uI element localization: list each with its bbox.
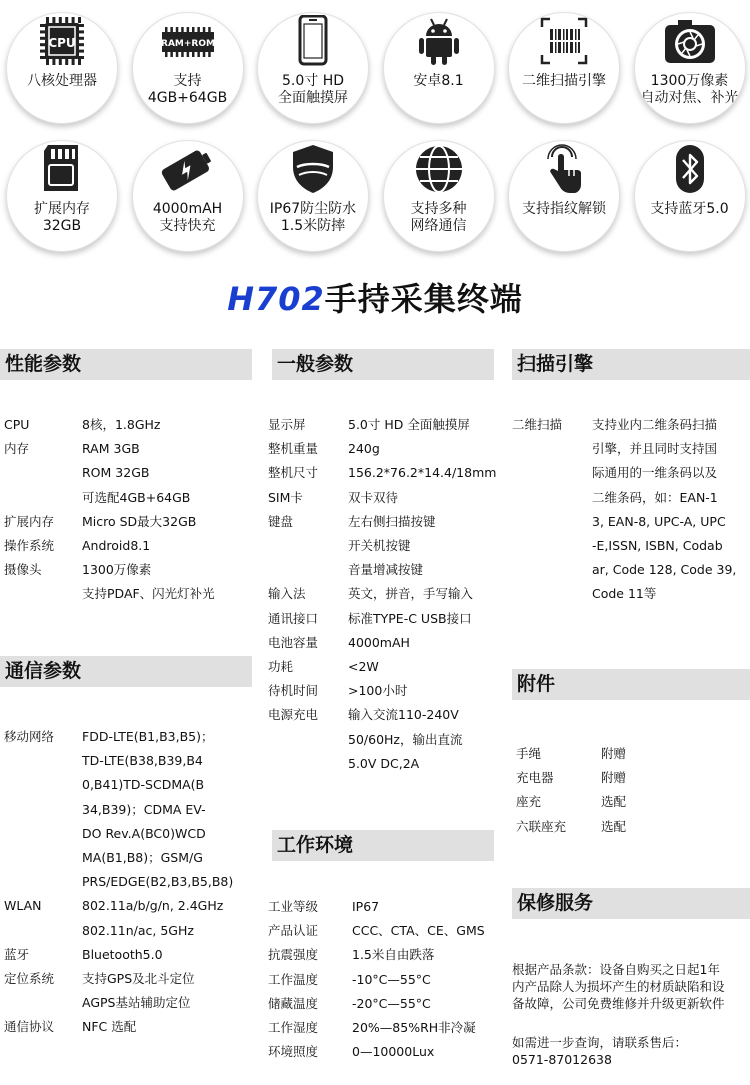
feature-label <box>405 201 473 235</box>
environment-spec-list <box>268 895 500 1064</box>
spec-key: 整机重量 <box>268 441 319 457</box>
spec-value: 802.11n/ac, 5GHz <box>82 922 194 938</box>
feature-label-line: 4GB+64GB <box>147 90 228 106</box>
spec-key <box>268 558 348 582</box>
feature-label <box>147 201 228 235</box>
spec-key <box>4 486 82 510</box>
spec-value: NFC 选配 <box>82 1019 137 1035</box>
spec-row <box>4 846 252 870</box>
spec-key: CPU <box>4 417 30 432</box>
feature-label <box>635 73 745 107</box>
model-name: H702 <box>227 280 325 318</box>
spec-value: 50/60Hz，输出直流 <box>348 731 463 747</box>
feature-barcode-scan <box>508 12 620 124</box>
spec-key: 整机尺寸 <box>268 465 319 481</box>
spec-row <box>4 822 252 846</box>
spec-value: 左右侧扫描按键 <box>348 513 436 529</box>
touchscreen-phone-icon <box>258 13 368 69</box>
feature-ram-rom-chip <box>132 12 244 124</box>
text-line: Code 11等 <box>592 586 657 602</box>
spec-key: 显示屏 <box>268 417 306 432</box>
spec-value: 20%—85%RH非冷凝 <box>352 1020 476 1036</box>
spec-value: CCC、CTA、CE、GMS <box>352 923 485 939</box>
spec-value: 支持PDAF、闪光灯补光 <box>82 586 215 602</box>
feature-label <box>516 73 612 90</box>
spec-row <box>4 798 252 822</box>
sd-card-icon <box>7 141 117 197</box>
feature-label-line: 网络通信 <box>410 218 467 234</box>
spec-value: 音量增减按键 <box>348 562 424 578</box>
spec-key: 移动网络 <box>4 729 55 744</box>
spec-value: >100小时 <box>348 683 408 699</box>
spec-key: 座充 <box>516 794 542 810</box>
feature-globe-network <box>383 140 495 252</box>
text-line: -E,ISSN, ISBN, Codab <box>592 538 723 554</box>
spec-value: 34,B39)；CDMA EV- <box>82 801 206 817</box>
shield-icon <box>258 141 368 197</box>
spec-row <box>4 894 252 918</box>
spec-row <box>268 679 500 703</box>
spec-key: 内存 <box>4 441 30 457</box>
section-header-general: 一般参数 <box>272 349 494 380</box>
spec-key: 键盘 <box>268 513 294 529</box>
feature-label <box>264 201 362 235</box>
spec-row <box>268 607 500 631</box>
globe-network-icon <box>384 141 494 197</box>
feature-label <box>142 73 233 107</box>
text-line: 根据产品条款：设备自购买之日起1年 <box>512 962 720 977</box>
spec-key: 抗震强度 <box>268 947 319 963</box>
spec-key: 操作系统 <box>4 538 55 554</box>
spec-row <box>268 1016 500 1040</box>
spec-row <box>268 919 500 943</box>
spec-key: 充电器 <box>516 770 554 786</box>
battery-charge-icon <box>133 141 243 197</box>
performance-spec-list <box>4 413 249 607</box>
spec-key <box>4 870 82 894</box>
spec-value: DO Rev.A(BC0)WCD <box>82 825 206 841</box>
spec-value: 可选配4GB+64GB <box>82 489 191 505</box>
spec-key: 电池容量 <box>268 634 319 650</box>
spec-value: 8核，1.8GHz <box>82 417 161 432</box>
spec-row <box>4 1015 252 1039</box>
spec-row <box>268 968 500 992</box>
feature-label-line: 32GB <box>42 218 82 234</box>
spec-key <box>4 991 82 1015</box>
feature-label-line: 5.0寸 HD <box>281 73 345 89</box>
camera-icon <box>635 13 745 69</box>
spec-key <box>4 749 82 773</box>
spec-key: 定位系统 <box>4 971 55 987</box>
spec-value: 802.11a/b/g/n, 2.4GHz <box>82 898 224 914</box>
feature-label <box>21 73 103 90</box>
spec-row <box>268 486 500 510</box>
feature-cpu-chip <box>6 12 118 124</box>
ram-rom-chip-icon <box>133 13 243 69</box>
feature-label <box>644 201 734 218</box>
feature-label-line: 1.5米防摔 <box>280 218 346 234</box>
spec-key <box>4 919 82 943</box>
spec-row <box>268 703 500 727</box>
spec-value: 选配 <box>601 818 627 834</box>
section-header-warranty: 保修服务 <box>512 888 750 919</box>
warranty-contact <box>512 1034 750 1068</box>
feature-label-line: 支持快充 <box>159 218 216 234</box>
spec-key <box>4 846 82 870</box>
spec-key <box>268 728 348 752</box>
spec-row <box>268 992 500 1016</box>
spec-key: 环境照度 <box>268 1044 319 1060</box>
spec-row <box>268 631 500 655</box>
spec-key: 蓝牙 <box>4 946 30 962</box>
spec-value: 附赠 <box>601 770 627 786</box>
spec-value: 5.0寸 HD 全面触摸屏 <box>348 417 470 432</box>
spec-value: 5.0V DC,2A <box>348 755 420 771</box>
spec-key: 扩展内存 <box>4 513 55 529</box>
spec-row <box>4 749 252 773</box>
spec-key: 工业等级 <box>268 899 319 914</box>
spec-row <box>268 461 500 485</box>
scan-spec <box>512 413 748 607</box>
feature-label-line: IP67防尘防水 <box>269 201 357 217</box>
spec-row <box>268 895 500 919</box>
spec-key: SIM卡 <box>268 489 303 505</box>
spec-row <box>516 790 716 814</box>
text-line: 内产品除人为损坏产生的材质缺陷和设 <box>512 979 725 994</box>
feature-label-line: 二维扫描引擎 <box>522 73 606 89</box>
spec-key: 通讯接口 <box>268 610 319 626</box>
section-header-communication: 通信参数 <box>0 656 252 687</box>
spec-value: 双卡双待 <box>348 489 399 505</box>
spec-row <box>516 766 716 790</box>
spec-value: 0,B41)TD-SCDMA(B <box>82 777 205 793</box>
spec-value: 1300万像素 <box>82 562 152 578</box>
spec-row <box>4 510 249 534</box>
spec-key <box>4 582 82 606</box>
spec-value: Bluetooth5.0 <box>82 946 163 962</box>
spec-row <box>4 919 252 943</box>
feature-label <box>28 201 96 235</box>
feature-label-line: 安卓8.1 <box>413 73 464 89</box>
spec-value: 4000mAH <box>348 634 410 650</box>
spec-row <box>268 655 500 679</box>
text-line: 二维条码，如：EAN-1 <box>592 489 718 505</box>
feature-icons <box>0 0 750 260</box>
feature-label-line: 八核处理器 <box>27 73 97 89</box>
spec-value: 输入交流110-240V <box>348 707 459 723</box>
android-icon <box>384 13 494 69</box>
feature-fingerprint-touch <box>508 140 620 252</box>
spec-value: -10°C—55°C <box>352 971 431 987</box>
section-header-scan: 扫描引擎 <box>512 349 750 380</box>
product-name: 手持采集终端 <box>324 280 523 318</box>
spec-row <box>4 461 249 485</box>
general-spec-list <box>268 413 500 776</box>
spec-value: Micro SD最大32GB <box>82 513 197 529</box>
spec-row <box>4 943 252 967</box>
text-line: 0571-87012638 <box>512 1052 612 1067</box>
text-line: 际通用的一维条码以及 <box>592 465 718 481</box>
cpu-chip-icon <box>7 13 117 69</box>
spec-key <box>4 822 82 846</box>
feature-sd-card <box>6 140 118 252</box>
communication-spec-list <box>4 725 252 1040</box>
text-line: 引擎，并且同时支持国 <box>592 441 718 457</box>
spec-value: RAM 3GB <box>82 441 140 457</box>
spec-value: -20°C—55°C <box>352 995 431 1011</box>
spec-row <box>516 742 716 766</box>
spec-row <box>4 991 252 1015</box>
spec-value: 支持GPS及北斗定位 <box>82 971 195 987</box>
spec-row <box>4 437 249 461</box>
feature-label-line: 自动对焦、补光 <box>640 90 739 106</box>
spec-value: 附赠 <box>601 746 627 761</box>
spec-key <box>268 752 348 776</box>
spec-value: Android8.1 <box>82 538 151 554</box>
spec-row <box>516 815 716 839</box>
fingerprint-touch-icon <box>509 141 619 197</box>
spec-row <box>4 413 249 437</box>
page-title <box>0 274 750 320</box>
spec-value: <2W <box>348 659 379 675</box>
section-header-environment: 工作环境 <box>272 830 494 861</box>
spec-value: 英文，拼音，手写输入 <box>348 586 474 602</box>
feature-label-line: 支持多种 <box>410 201 467 217</box>
spec-row <box>268 534 500 558</box>
spec-row <box>4 773 252 797</box>
feature-battery-charge <box>132 140 244 252</box>
spec-row <box>4 582 249 606</box>
spec-key <box>4 773 82 797</box>
spec-row <box>4 870 252 894</box>
bluetooth-icon <box>635 141 745 197</box>
spec-row <box>268 582 500 606</box>
spec-row <box>268 728 500 752</box>
feature-label <box>516 201 612 218</box>
accessories-list <box>516 742 716 839</box>
feature-label-line: 扩展内存 <box>34 201 90 217</box>
spec-value: FDD-LTE(B1,B3,B5)； <box>82 729 214 744</box>
spec-key: WLAN <box>4 898 42 914</box>
spec-value: 0—10000Lux <box>352 1044 435 1060</box>
spec-key: 摄像头 <box>4 562 42 578</box>
feature-label-line: 全面触摸屏 <box>278 90 348 106</box>
spec-key <box>268 534 348 558</box>
spec-key: 产品认证 <box>268 923 319 939</box>
spec-row <box>4 486 249 510</box>
feature-label-line: 1300万像素 <box>650 73 729 89</box>
spec-key: 储藏温度 <box>268 995 319 1011</box>
section-header-performance: 性能参数 <box>0 349 252 380</box>
spec-value: IP67 <box>352 899 380 914</box>
spec-row <box>268 558 500 582</box>
feature-android <box>383 12 495 124</box>
spec-value: 选配 <box>601 794 627 810</box>
feature-label-line: 支持 <box>173 73 202 89</box>
text-line: ar, Code 128, Code 39, <box>592 562 737 578</box>
spec-key <box>4 798 82 822</box>
spec-row <box>4 725 252 749</box>
feature-touchscreen-phone <box>257 12 369 124</box>
spec-value: 1.5米自由跌落 <box>352 947 435 963</box>
text-line: 如需进一步查询，请联系售后： <box>512 1035 688 1050</box>
spec-key <box>4 461 82 485</box>
section-header-accessories: 附件 <box>512 669 750 700</box>
text-line: 备故障，公司免费维修并升级更新软件 <box>512 996 725 1011</box>
spec-row <box>268 943 500 967</box>
spec-value: PRS/EDGE(B2,B3,B5,B8) <box>82 874 234 890</box>
warranty-text <box>512 961 750 1012</box>
feature-label-line: 4000mAH <box>152 201 223 217</box>
spec-key: 工作湿度 <box>268 1020 319 1036</box>
spec-row <box>268 437 500 461</box>
svg-text:CPU: CPU <box>48 36 76 50</box>
feature-bluetooth <box>634 140 746 252</box>
spec-value: ROM 32GB <box>82 465 150 481</box>
text-line: 支持业内二维条码扫描 <box>592 417 718 432</box>
spec-row <box>268 510 500 534</box>
spec-row <box>268 1040 500 1064</box>
spec-key: 电源充电 <box>268 707 319 723</box>
spec-value: 开关机按键 <box>348 538 411 554</box>
spec-value: 156.2*76.2*14.4/18mm <box>348 465 497 481</box>
scan-label: 二维扫描 <box>512 417 563 432</box>
spec-key: 通信协议 <box>4 1019 55 1035</box>
spec-key: 工作温度 <box>268 971 319 987</box>
spec-row <box>268 413 500 437</box>
spec-value: MA(B1,B8)；GSM/G <box>82 850 203 866</box>
scan-description <box>592 413 748 607</box>
spec-row <box>4 967 252 991</box>
spec-row <box>4 534 249 558</box>
spec-value: 240g <box>348 441 380 457</box>
spec-row <box>268 752 500 776</box>
text-line: 3, EAN-8, UPC-A, UPC <box>592 513 726 529</box>
spec-key: 功耗 <box>268 659 294 675</box>
spec-key: 输入法 <box>268 586 306 602</box>
feature-shield <box>257 140 369 252</box>
feature-label-line: 支持蓝牙5.0 <box>650 201 729 217</box>
spec-key: 待机时间 <box>268 683 319 699</box>
spec-value: TD-LTE(B38,B39,B4 <box>82 753 203 769</box>
spec-key: 六联座充 <box>516 818 567 834</box>
spec-value: 标准TYPE-C USB接口 <box>348 610 472 626</box>
feature-label <box>272 73 354 107</box>
feature-label <box>407 73 469 90</box>
barcode-scan-icon <box>509 13 619 69</box>
spec-row <box>4 558 249 582</box>
feature-camera <box>634 12 746 124</box>
svg-text:RAM+ROM: RAM+ROM <box>160 39 215 49</box>
spec-key: 手绳 <box>516 746 542 761</box>
feature-label-line: 支持指纹解锁 <box>522 201 606 217</box>
spec-value: AGPS基站辅助定位 <box>82 995 191 1011</box>
